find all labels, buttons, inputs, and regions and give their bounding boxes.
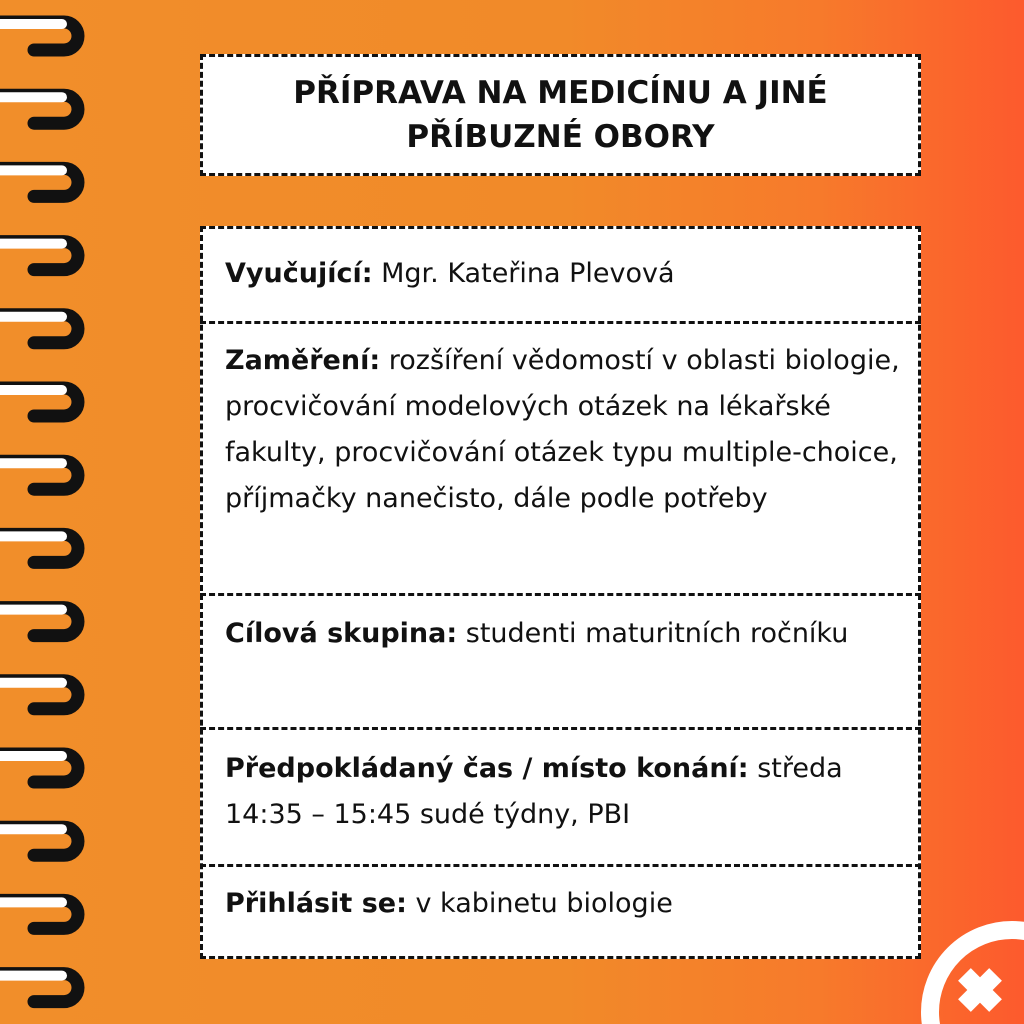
brand-logo-icon — [912, 912, 1024, 1024]
row-divider — [200, 864, 921, 867]
spiral-ring — [0, 388, 78, 416]
spiral-ring — [0, 608, 78, 636]
row-target-group — [203, 611, 918, 657]
page-title: PŘÍPRAVA NA MEDICÍNU A JINÉ PŘÍBUZNÉ OBORY — [293, 75, 828, 155]
row-focus — [203, 338, 918, 522]
time-place-label: Předpokládaný čas / místo konání: — [225, 753, 749, 784]
spiral-ring — [0, 461, 78, 489]
teacher-value: Mgr. Kateřina Plevová — [381, 258, 675, 289]
focus-value: rozšíření vědomostí v oblasti biologie, procvičování modelových otázek na lékařské fakulty, procvičování otázek typu multiple-choice, příjmačky nanečisto, dále podle potřeby — [225, 345, 900, 514]
spiral-ring — [0, 242, 78, 270]
notebook-spiral-icon — [0, 0, 100, 1024]
spiral-ring — [0, 534, 78, 562]
row-time-place — [203, 746, 918, 838]
title-card — [200, 54, 921, 176]
spiral-ring — [0, 168, 78, 196]
spiral-ring — [0, 315, 78, 343]
spiral-ring — [0, 95, 78, 123]
row-signup — [203, 881, 918, 927]
time-place-value: středa 14:35 – 15:45 sudé týdny, PBI — [225, 753, 843, 830]
target-group-label: Cílová skupina: — [225, 618, 458, 649]
spiral-ring — [0, 22, 78, 50]
signup-label: Přihlásit se: — [225, 888, 407, 919]
focus-label: Zaměření: — [225, 345, 381, 376]
info-card — [200, 226, 921, 959]
spiral-ring — [0, 827, 78, 855]
target-group-value: studenti maturitních ročníku — [465, 618, 849, 649]
signup-value: v kabinetu biologie — [415, 888, 673, 919]
row-divider — [200, 593, 921, 596]
spiral-ring — [0, 681, 78, 709]
row-teacher — [203, 251, 918, 297]
row-divider — [200, 727, 921, 730]
spiral-ring — [0, 900, 78, 928]
spiral-ring — [0, 754, 78, 782]
teacher-label: Vyučující: — [225, 258, 373, 289]
spiral-ring — [0, 974, 78, 1002]
row-divider — [200, 321, 921, 324]
